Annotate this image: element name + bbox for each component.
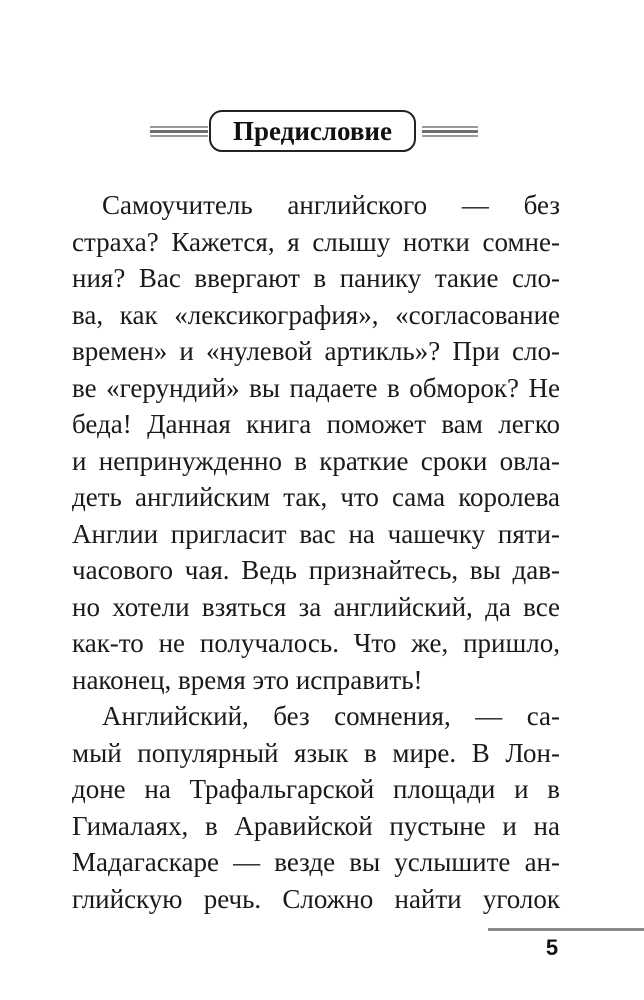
text-line: доне на Трафальгарской площади и в [72, 774, 560, 804]
text-line: наконец, время это исправить! [72, 664, 423, 695]
text-line: ве «герундий» вы падаете в обморок? Не [72, 372, 560, 403]
text-line: беда! Данная книга поможет вам легко [72, 409, 560, 439]
text-line: часового чая. Ведь признайтесь, вы дав- [72, 555, 560, 585]
text-line: как-то не получалось. Что же, пришло, [72, 628, 560, 658]
text-line: Мадагаскаре — везде вы услышите ан- [72, 847, 560, 877]
text-line: страха? Кажется, я слышу нотки сомне- [72, 226, 560, 257]
text-line: Английский, без сомнения, — са- [102, 701, 560, 731]
text-line: Гималаях, в Аравийской пустыне и на [72, 810, 560, 841]
heading-ornament-left [150, 126, 208, 137]
text-line: глийскую речь. Сложно найти уголок [72, 883, 560, 914]
text-line: Самоучитель английского — без [102, 190, 560, 220]
heading-ornament-right [422, 126, 478, 137]
body-text [72, 187, 560, 917]
text-line: ва, как «лексикография», «согласование [72, 299, 560, 330]
text-line: времен» и «нулевой артикль»? При сло- [72, 336, 560, 366]
paragraph-2 [72, 698, 560, 917]
text-line: Англии пригласит вас на чашечку пяти- [72, 518, 560, 549]
page-number: 5 [545, 935, 559, 960]
footer-rule [488, 928, 644, 931]
text-line: ния? Вас ввергают в панику такие сло- [72, 263, 560, 293]
text-line: но хотели взяться за английский, да все [72, 591, 560, 622]
chapter-heading [0, 108, 644, 156]
text-line: мый популярный язык в мире. В Лон- [72, 737, 560, 768]
paragraph-1 [72, 187, 560, 698]
text-line: и непринужденно в краткие сроки овла- [72, 445, 560, 476]
chapter-title: Предисловие [209, 110, 416, 152]
text-line: деть английским так, что сама королева [72, 482, 560, 512]
